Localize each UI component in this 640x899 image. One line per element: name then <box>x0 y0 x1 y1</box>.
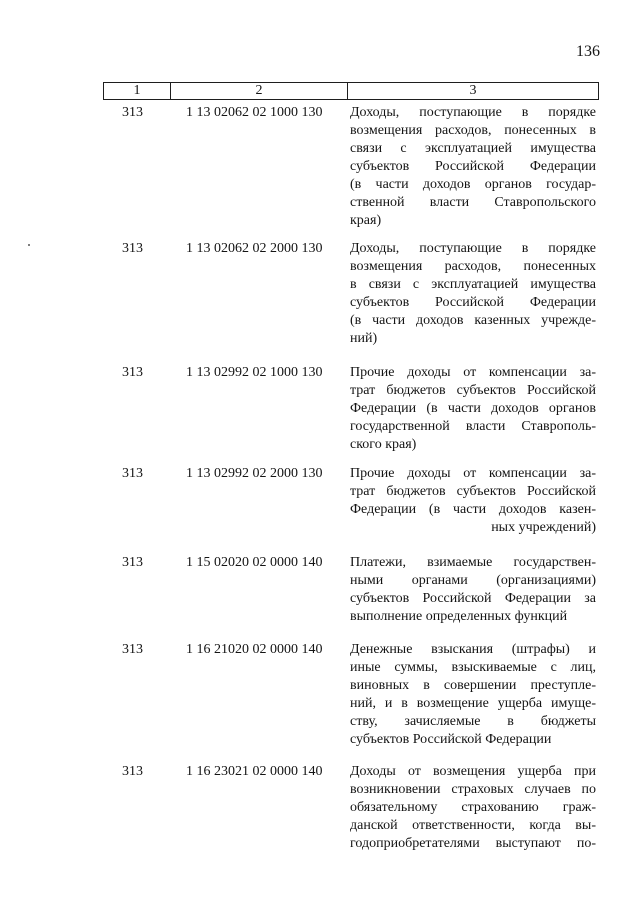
page-number: 136 <box>576 43 600 60</box>
description-line: в связи с эксплуатацией имущества <box>350 277 596 292</box>
scan-speck <box>28 244 30 246</box>
description-line: Прочие доходы от компенсации за- <box>350 365 596 380</box>
admin-code: 313 <box>122 764 143 779</box>
description-line: возмещения расходов, понесенных в <box>350 123 596 138</box>
income-description <box>350 240 596 348</box>
budget-classification-code: 1 13 02062 02 2000 130 <box>186 241 323 256</box>
income-description <box>350 465 596 537</box>
description-line: Доходы, поступающие в порядке <box>350 105 596 120</box>
description-line: данской ответственности, когда вы- <box>350 818 596 833</box>
description-line: Денежные взыскания (штрафы) и <box>350 642 596 657</box>
income-description <box>350 641 596 749</box>
description-line: (в части доходов органов государ- <box>350 177 596 192</box>
description-line: трат бюджетов субъектов Российской <box>350 383 596 398</box>
description-line: возникновении страховых случаев по <box>350 782 596 797</box>
budget-classification-code: 1 13 02062 02 1000 130 <box>186 105 323 120</box>
income-description <box>350 554 596 626</box>
header-col-1: 1 <box>104 83 171 99</box>
description-line: края) <box>350 213 382 228</box>
description-line: государственной власти Ставрополь- <box>350 419 596 434</box>
description-line: Федерации (в части доходов казен- <box>350 502 596 517</box>
description-line: ний, и в возмещение ущерба имуще- <box>350 696 596 711</box>
description-line: ных учреждений) <box>491 520 596 535</box>
admin-code: 313 <box>122 365 143 380</box>
income-description <box>350 763 596 853</box>
admin-code: 313 <box>122 642 143 657</box>
description-line: иные суммы, взыскиваемые с лиц, <box>350 660 596 675</box>
table-header <box>103 82 599 100</box>
description-line: трат бюджетов субъектов Российской <box>350 484 596 499</box>
description-line: Федерации (в части доходов органов <box>350 401 596 416</box>
description-line: субъектов Российской Федерации <box>350 295 596 310</box>
description-line: (в части доходов казенных учрежде- <box>350 313 596 328</box>
header-col-2: 2 <box>171 83 348 99</box>
description-line: ний) <box>350 331 378 346</box>
budget-classification-code: 1 13 02992 02 2000 130 <box>186 466 323 481</box>
description-line: связи с эксплуатацией имущества <box>350 141 596 156</box>
description-line: Прочие доходы от компенсации за- <box>350 466 596 481</box>
budget-classification-code: 1 15 02020 02 0000 140 <box>186 555 323 570</box>
budget-classification-code: 1 16 23021 02 0000 140 <box>186 764 323 779</box>
income-description <box>350 364 596 454</box>
description-line: Доходы, поступающие в порядке <box>350 241 596 256</box>
description-line: виновных в совершении преступле- <box>350 678 596 693</box>
description-line: субъектов Российской Федерации за <box>350 591 596 606</box>
budget-classification-code: 1 16 21020 02 0000 140 <box>186 642 323 657</box>
description-line: ными органами (организациями) <box>350 573 596 588</box>
header-col-3: 3 <box>469 83 477 98</box>
budget-classification-code: 1 13 02992 02 1000 130 <box>186 365 323 380</box>
description-line: возмещения расходов, понесенных <box>350 259 596 274</box>
description-line: Доходы от возмещения ущерба при <box>350 764 596 779</box>
description-line: обязательному страхованию граж- <box>350 800 596 815</box>
description-line: годоприобретателями выступают по- <box>350 836 596 851</box>
description-line: субъектов Российской Федерации <box>350 159 596 174</box>
description-line: ского края) <box>350 437 417 452</box>
description-line: ству, зачисляемые в бюджеты <box>350 714 596 729</box>
description-line: выполнение определенных функций <box>350 609 568 624</box>
income-description <box>350 104 596 230</box>
description-line: Платежи, взимаемые государствен- <box>350 555 596 570</box>
description-line: субъектов Российской Федерации <box>350 732 552 747</box>
description-line: ственной власти Ставропольского <box>350 195 596 210</box>
admin-code: 313 <box>122 555 143 570</box>
admin-code: 313 <box>122 105 143 120</box>
admin-code: 313 <box>122 241 143 256</box>
admin-code: 313 <box>122 466 143 481</box>
